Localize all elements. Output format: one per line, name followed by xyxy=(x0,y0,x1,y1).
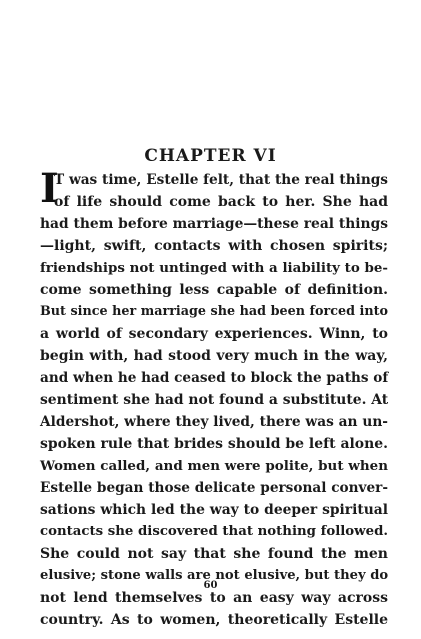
page-number: 60 xyxy=(203,580,218,591)
text-line: not lend themselves to an easy way across xyxy=(40,590,388,606)
text-line: sentiment she had not found a substitute. At xyxy=(40,392,389,408)
text-line: country. As to women, theoretically Estelle xyxy=(40,612,388,628)
text-line: begin with, had stood very much in the way, xyxy=(40,348,388,364)
text-line: Women called, and men were polite, but when xyxy=(40,458,388,474)
text-line: —light, swift, contacts with chosen spirits; xyxy=(40,238,388,254)
text-line: friendships not untinged with a liability to be- xyxy=(40,260,388,276)
chapter-heading: CHAPTER VI xyxy=(144,146,277,166)
text-line: sations which led the way to deeper spiritual xyxy=(40,502,388,518)
text-line: of life should come back to her. She had xyxy=(54,194,388,210)
text-line: a world of secondary experiences. Winn, to xyxy=(40,326,388,342)
text-line: had them before marriage—these real things xyxy=(40,216,388,232)
text-line: spoken rule that brides should be left alone. xyxy=(40,436,388,452)
text-line: elusive; stone walls are not elusive, but they do xyxy=(40,568,389,583)
text-line: Estelle began those delicate personal conver- xyxy=(40,480,388,496)
text-line: Aldershot, where they lived, there was an un- xyxy=(40,414,388,430)
text-line: and when he had ceased to block the paths of xyxy=(40,370,389,386)
drop-cap-letter: I xyxy=(40,165,59,212)
text-line: But since her marriage she had been forced into xyxy=(40,304,388,319)
text-line: T was time, Estelle felt, that the real things xyxy=(54,172,388,188)
text-line: contacts she discovered that nothing followed. xyxy=(40,524,388,539)
text-line: She could not say that she found the men xyxy=(40,546,388,562)
text-line: come something less capable of definition. xyxy=(40,282,388,298)
